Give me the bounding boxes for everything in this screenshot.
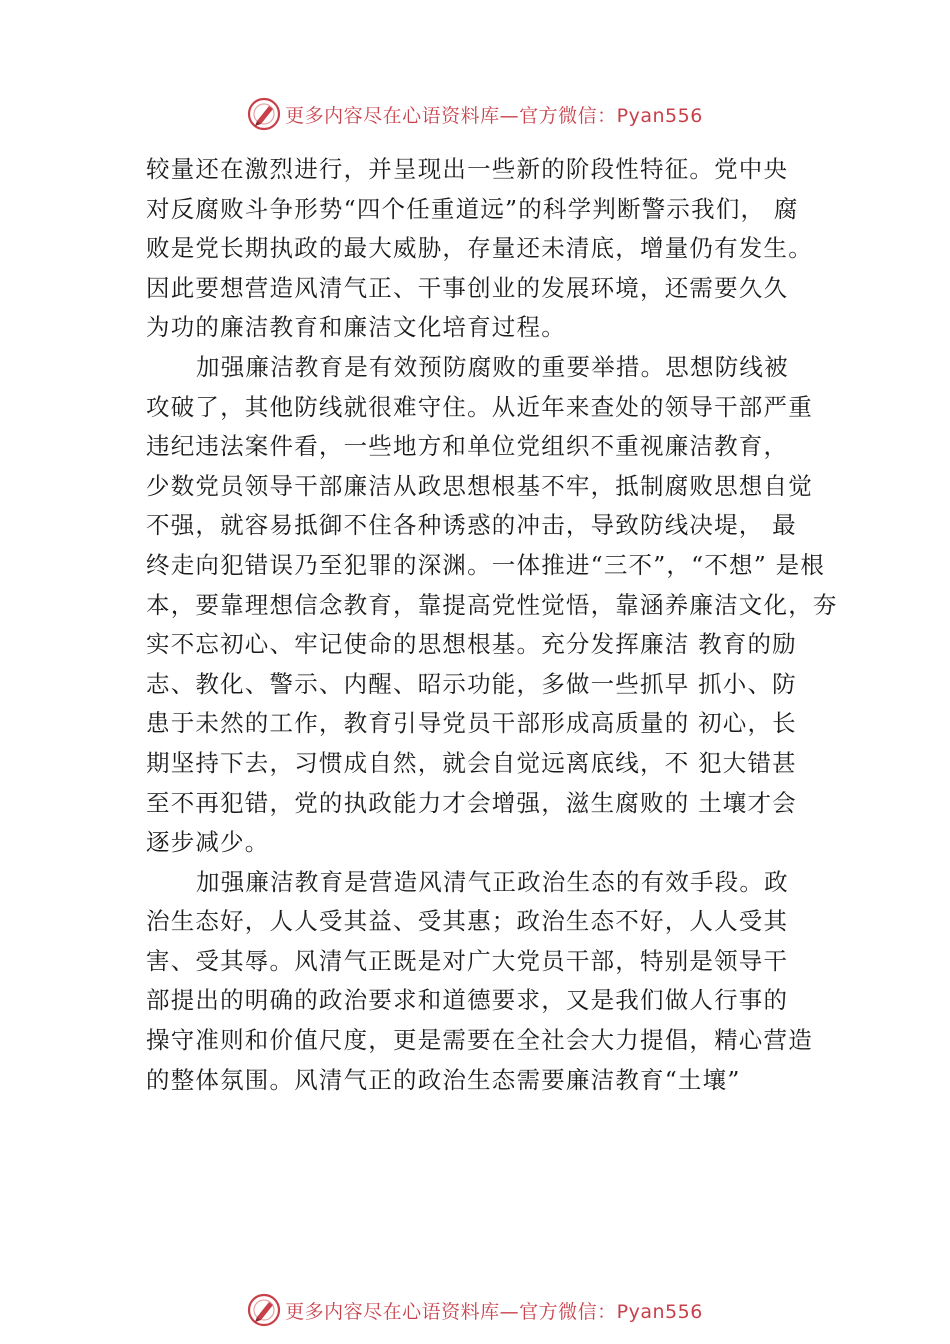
text-line: 本，要靠理想信念教育，靠提高党性觉悟，靠涵养廉洁文化，夯 [146,590,838,619]
text-line: 至不再犯错，党的执政能力才会增强，滋生腐败的 土壤才会 [146,788,797,817]
text-line: 加强廉洁教育是营造风清气正政治生态的有效手段。政 [196,867,789,896]
text-line: 实不忘初心、牢记使命的思想根基。充分发挥廉洁 教育的励 [146,630,797,659]
text-line: 少数党员领导干部廉洁从政思想根基不牢，抵制腐败思想自觉 [146,471,813,500]
text-line: 害、受其辱。风清气正既是对广大党员干部，特别是领导干 [146,946,789,975]
text-line: 攻破了，其他防线就很难守住。从近年来查处的领导干部严重 [146,392,813,421]
text-line: 败是党长期执政的最大威胁，存量还未清底，增量仍有发生。 [146,234,813,263]
text-line: 较量还在激烈进行，并呈现出一些新的阶段性特征。党中央 [146,155,789,183]
pen-nib-logo-icon [247,97,281,131]
text-line: 对反腐败斗争形势“四个任重道远”的科学判断警示我们， 腐 [146,194,799,223]
text-line: 违纪违法案件看，一些地方和单位党组织不重视廉洁教育， [146,432,789,461]
text-line: 操守准则和价值尺度，更是需要在全社会大力提倡，精心营造 [146,1026,813,1055]
text-line: 的整体氛围。风清气正的政治生态需要廉洁教育“土壤” [146,1065,741,1094]
footer-banner [0,1290,950,1330]
text-line: 期坚持下去，习惯成自然，就会自觉远离底线，不 犯大错甚 [146,748,797,777]
text-line: 志、教化、警示、内醒、昭示功能，多做一些抓早 抓小、防 [146,669,797,698]
header-banner [0,94,950,134]
text-line: 不强，就容易抵御不住各种诱惑的冲击，导致防线决堤， 最 [146,511,797,540]
text-line: 终走向犯错误乃至犯罪的深渊。一体推进“三不”，“不想” 是根 [146,550,826,579]
document-body [146,150,836,1100]
pen-nib-logo-icon [247,1293,281,1327]
text-line: 逐步减少。 [146,828,270,857]
text-line: 加强廉洁教育是有效预防腐败的重要举措。思想防线被 [196,352,789,381]
text-line: 为功的廉洁教育和廉洁文化培育过程。 [146,313,566,342]
banner-text: 更多内容尽在心语资料库—官方微信：Pyan556 [285,1300,703,1323]
text-line: 因此要想营造风清气正、干事创业的发展环境，还需要久久 [146,273,789,302]
text-line: 治生态好，人人受其益、受其惠；政治生态不好，人人受其 [146,907,789,936]
text-line: 患于未然的工作，教育引导党员干部形成高质量的 初心，长 [146,709,797,738]
text-line: 部提出的明确的政治要求和道德要求，又是我们做人行事的 [146,986,789,1015]
banner-text: 更多内容尽在心语资料库—官方微信：Pyan556 [285,104,703,127]
